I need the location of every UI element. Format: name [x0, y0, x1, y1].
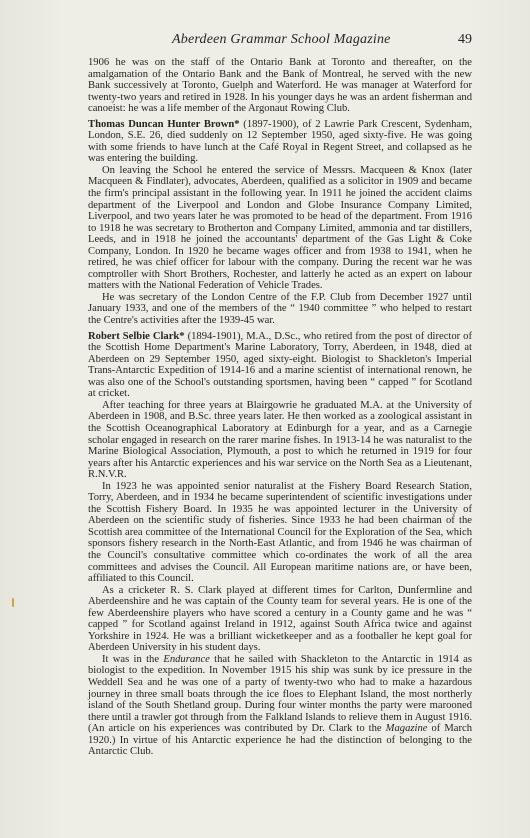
antarctic-text-b: that he sailed with Shackleton to the Antarctic in 1914 as biologist to the expedition. In November 1915 his ship was sunk by ice pressure in the Weddell Sea and he was one of a party of twenty-two who had to make a hazardous journey in three small boats through the ice floes to Elephant Island, the most northerly island of the South Shetland group. During four winter months the party were marooned there until a trawler got through from the Falkland Islands to relieve them in August 1916. (An article on his experiences was contributed by Dr. Clark to the	[88, 653, 472, 735]
obituary-name-brown: Thomas Duncan Hunter Brown*	[88, 118, 240, 130]
magazine-reference: Magazine	[385, 723, 428, 735]
paragraph-brown-club: He was secretary of the London Centre of the F.P. Club from December 1927 until January 1933, and one of the members of the “ 1940 committee ” who helped to restart the Centre's activities after the 1939-45 war.	[88, 291, 472, 327]
obituary-text-clark: (1894-1901), M.A., D.Sc., who retired from the post of director of the Scottish Home Department's Marine Laboratory, Torry, Aberdeen, in 1948, died at Aberdeen on 29 September 1950, aged sixty-eight. Biologist to Shackleton's Imperial Trans-Antarctic Expedition of 1914-16 and a marine scientist of international renown, he was also one of the School's outstanding sportsmen, having been “ capped ” for Scotland at cricket.	[88, 330, 472, 400]
antarctic-text-c: of March 1920.) In virtue of his Antarctic experience he had the distinction of belonging to the Antarctic Club.	[88, 723, 472, 758]
obituary-name-clark: Robert Selbie Clark*	[88, 330, 185, 342]
paragraph-clark-cricket: As a cricketer R. S. Clark played at different times for Carlton, Dunfermline and Aberdeenshire and he was captain of the County team for several years. He is one of the few Aberdeenshire players who have scored a century in a County game and he was “ capped ” for Scotland against Ireland in 1912, against South Africa twice and against Yorkshire in 1924. He was a brilliant wicketkeeper and as a footballer he kept goal for Aberdeen University in his student days.	[88, 584, 472, 654]
paragraph-brown-obituary	[88, 119, 472, 165]
paragraph-clark-antarctic	[88, 654, 472, 758]
obituary-text-brown: (1897-1900), of 2 Lawrie Park Crescent, Sydenham, London, S.E. 26, died suddenly on 12 September 1950, aged sixty-five. He was going with some friends to have lunch at the Café Royal in Regent Street, and collapsed as he was entering the building.	[88, 118, 473, 165]
page-number: 49	[458, 32, 472, 47]
paragraph-clark-education: After teaching for three years at Blairgowrie he graduated M.A. at the University of Aberdeen in 1908, and B.Sc. three years later. He then worked as a zoological assistant in the Scottish Oceanographical Laboratory at Edinburgh for a year, and as a Carnegie scholar engaged in research on the rarer marine fishes. In 1913-14 he was naturalist to the Marine Biological Association, Plymouth, a post to which he returned in 1919 for four years after his Antarctic experiences and his war service on the North Sea as a Lieutenant, R.N.V.R.	[88, 399, 472, 481]
journal-title: Aberdeen Grammar School Magazine	[172, 32, 391, 47]
paragraph-clark-obituary	[88, 331, 472, 400]
running-head	[88, 32, 472, 50]
paragraph-clark-fishery: In 1923 he was appointed senior naturalist at the Fishery Board Research Station, Torry, Aberdeen, and in 1934 he became superintendent of scientific investigations under the Scottish Fishery Board. In 1935 he was appointed lecturer in the University of Aberdeen on the scientific study of fisheries. Since 1933 he had been chairman of the Scottish area committee of the International Council for the Exploration of the Sea, which sponsors fishery research in the North-East Atlantic, and from 1946 he was chairman of the Council's consultative committee which co-ordinates the work of all the area committees and advises the Council. All European maritime nations are, or have been, affiliated to this Council.	[88, 480, 472, 585]
article-body	[88, 57, 472, 758]
ship-name: Endurance	[163, 653, 210, 665]
margin-mark	[12, 598, 14, 607]
paragraph-bank-career: 1906 he was on the staff of the Ontario Bank at Toronto and thereafter, on the amalgamation of the Ontario Bank and the Bank of Montreal, he served with the new Bank successively at Toronto, Guelph and Waterford. He was manager at Waterford for twenty-two years and retired in 1928. In his younger days he was an ardent fisherman and canoeist: he was a life member of the Argonaut Rowing Club.	[88, 57, 472, 115]
paragraph-brown-career: On leaving the School he entered the service of Messrs. Macqueen & Knox (later Macqueen & Findlater), advocates, Aberdeen, qualified as a solicitor in 1909 and became the firm's principal assistant in the following year. In 1911 he joined the accident claims department of the Liverpool and London and Globe Insurance Company Limited, Liverpool, and two years later he was promoted to be head of the department. From 1916 to 1918 he was secretary to Brotherton and Company Limited, ammonia and tar distillers, Leeds, and in 1918 he joined the accountants' department of the Gas Light & Coke Company, London. In 1920 he became wages officer and from 1938 to 1941, when he retired, he was chief officer for labour with the company. During the recent war he was comptroller with Short Brothers, Rochester, and latterly he acted as an expert on labour matters with the National Federation of Vehicle Trades.	[88, 164, 472, 292]
antarctic-text-a: It was in the	[102, 653, 164, 665]
